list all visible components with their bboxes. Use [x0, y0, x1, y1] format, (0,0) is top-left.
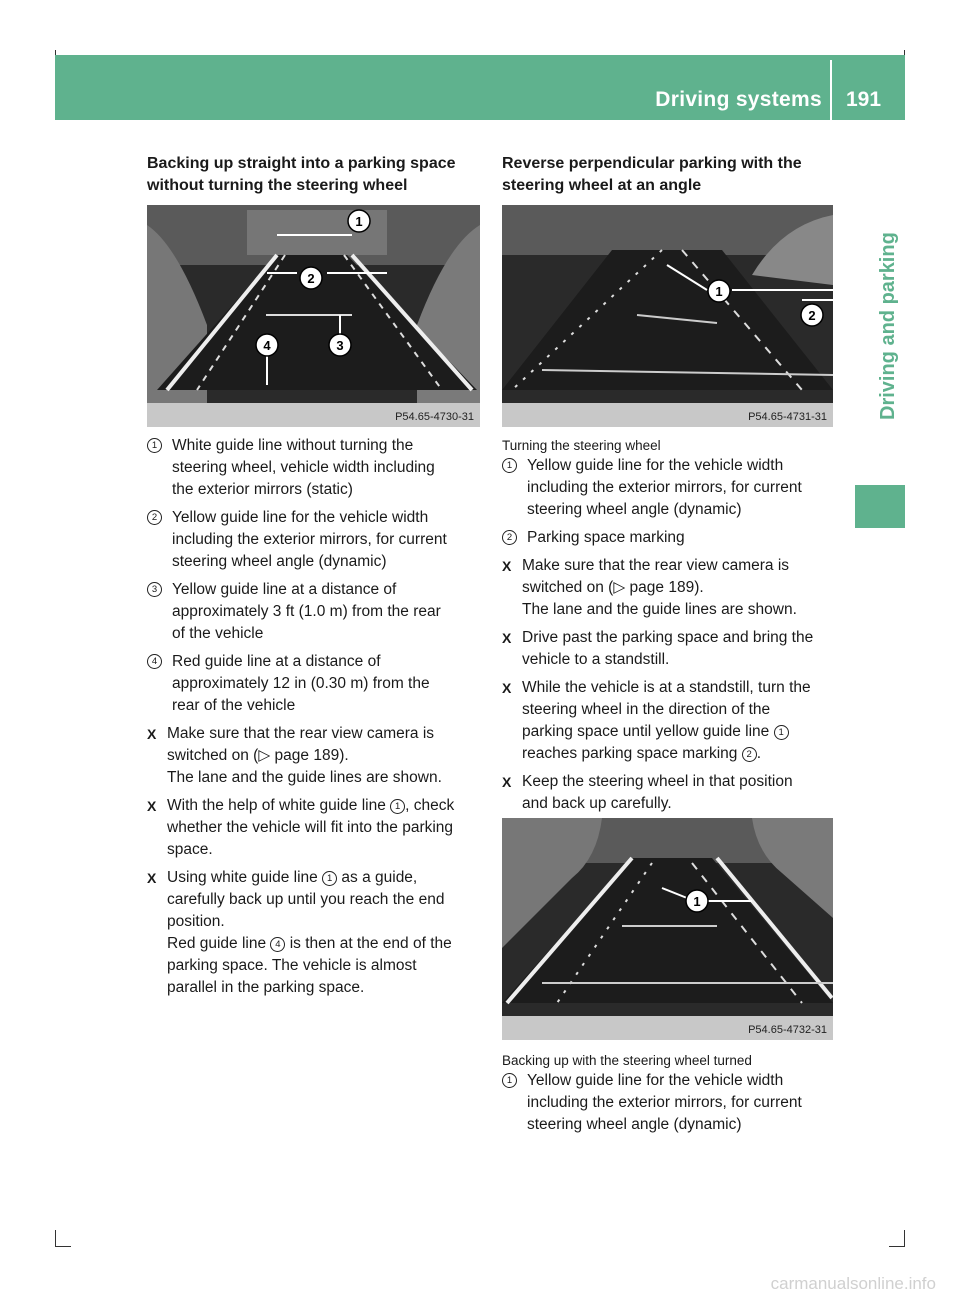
step-marker-icon: X	[147, 870, 157, 886]
instruction-step: X Make sure that the rear view camera is switched on (▷ page 189). The lane and the guide lines are shown.	[147, 725, 442, 786]
figure-code: P54.65-4732-31	[748, 1024, 827, 1036]
header-divider	[830, 60, 832, 120]
crop-mark	[55, 1246, 71, 1247]
section-title: Reverse perpendicular parking with the steering wheel at an angle	[502, 155, 802, 194]
section-title: Backing up straight into a parking space without turning the steering wheel	[147, 155, 456, 194]
callout-number: 1	[147, 438, 162, 453]
callout-number: 2	[502, 530, 517, 545]
callout-number: 2	[147, 510, 162, 525]
instruction-step: X While the vehicle is at a standstill, turn the steering wheel in the direction of the parking space until yellow guide line 1 reaches parking space marking 2 .	[502, 679, 811, 762]
left-body	[147, 435, 482, 999]
svg-text:1: 1	[355, 214, 363, 229]
step-marker-icon: X	[502, 774, 512, 790]
legend-item: 1 White guide line without turning the steering wheel, vehicle width including the exterior mirrors (static)	[147, 435, 482, 501]
camera-image-straight	[147, 205, 480, 427]
svg-text:2: 2	[808, 308, 816, 323]
svg-text:3: 3	[336, 338, 344, 353]
step-marker-icon: X	[502, 630, 512, 646]
watermark: carmanualsonline.info	[770, 1274, 936, 1293]
page-number: 191	[846, 88, 882, 111]
right-body-bottom	[502, 1052, 835, 1136]
instruction-step: X Keep the steering wheel in that position and back up carefully.	[502, 773, 793, 812]
step-marker-icon: X	[147, 798, 157, 814]
legend-item: 3 Yellow guide line at a distance of approximately 3 ft (1.0 m) from the rear of the vehicle	[147, 579, 482, 645]
step-marker-icon: X	[502, 680, 512, 696]
callout-number: 1	[502, 1073, 517, 1088]
camera-image-backing-turned	[502, 818, 833, 1040]
inline-callout: 4	[270, 937, 285, 952]
chapter-tab-block	[855, 485, 905, 528]
instruction-step: X Drive past the parking space and bring the vehicle to a standstill.	[502, 629, 814, 668]
inline-callout: 1	[390, 799, 405, 814]
callout-number: 4	[147, 654, 162, 669]
chapter-side-tab: Driving and parking	[877, 232, 899, 420]
instruction-step: X Using white guide line 1 as a guide, carefully back up until you reach the end position. Red guide line 4 is then at the end of the parking space. The vehicle is almost parallel in the parking space.	[147, 869, 452, 996]
crop-mark	[904, 1230, 905, 1246]
step-marker-icon: X	[502, 558, 512, 574]
legend-item: 1 Yellow guide line for the vehicle width including the exterior mirrors, for current steering wheel angle (dynamic)	[502, 455, 835, 521]
right-body	[502, 437, 835, 815]
inline-callout: 1	[774, 725, 789, 740]
instruction-step: X With the help of white guide line 1 , check whether the vehicle will fit into the parking space.	[147, 797, 455, 858]
figure-code: P54.65-4731-31	[748, 411, 827, 423]
inline-callout: 1	[322, 871, 337, 886]
legend-item: 1 Yellow guide line for the vehicle width including the exterior mirrors, for current steering wheel angle (dynamic)	[502, 1070, 835, 1136]
step-marker-icon: X	[147, 726, 157, 742]
legend-item: 2 Parking space marking	[502, 527, 835, 549]
svg-text:2: 2	[307, 271, 315, 286]
instruction-step: X Make sure that the rear view camera is switched on (▷ page 189). The lane and the guide lines are shown.	[502, 557, 797, 618]
svg-text:4: 4	[263, 338, 271, 353]
camera-image-turning	[502, 205, 833, 427]
callout-number: 1	[502, 458, 517, 473]
figure-code: P54.65-4730-31	[395, 411, 474, 423]
figure-caption: Backing up with the steering wheel turned	[502, 1053, 752, 1068]
inline-callout: 2	[742, 747, 757, 762]
svg-text:1: 1	[693, 894, 701, 909]
svg-text:1: 1	[715, 284, 723, 299]
legend-item: 4 Red guide line at a distance of approximately 12 in (0.30 m) from the rear of the vehicle	[147, 651, 482, 717]
right-column	[502, 153, 835, 197]
legend-item: 2 Yellow guide line for the vehicle width including the exterior mirrors, for current steering wheel angle (dynamic)	[147, 507, 482, 573]
crop-mark	[889, 1246, 905, 1247]
callout-number: 3	[147, 582, 162, 597]
section-header-title: Driving systems	[655, 88, 822, 111]
crop-mark	[55, 1230, 56, 1246]
figure-caption: Turning the steering wheel	[502, 438, 661, 453]
left-column	[147, 153, 482, 197]
